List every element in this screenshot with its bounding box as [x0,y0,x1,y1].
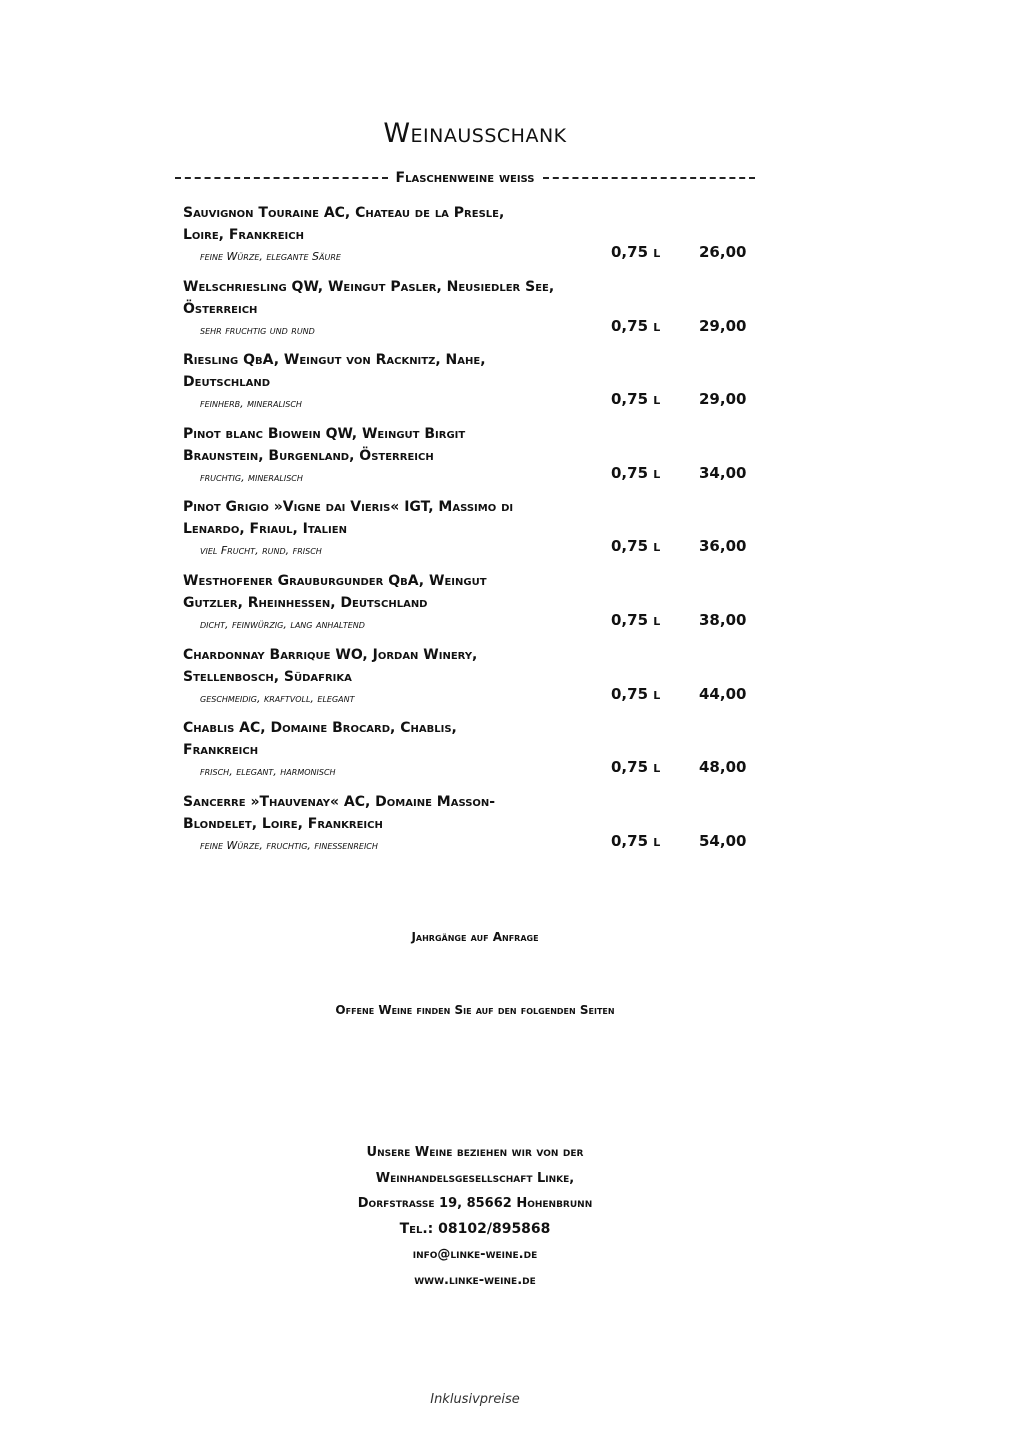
wine-name-line: Welschriesling QW, Weingut Pasler, Neusiedler See, [183,278,555,295]
wine-name [183,715,583,761]
wine-item [183,642,753,716]
wine-name-line: Gutzler, Rheinhessen, Deutschland [183,594,428,611]
wine-description: feinherb, mineralisch [200,397,302,411]
wine-name [183,494,583,540]
wine-name-line: Sancerre »Thauvenay« AC, Domaine Masson- [183,793,496,810]
wine-price: 36,00 [699,537,747,556]
supplier-intro-line: Unsere Weine beziehen wir von der [366,1145,584,1160]
wine-name [183,568,583,614]
wine-name [183,642,583,688]
wine-volume: 0,75 l [611,831,661,850]
supplier-address: Dorfstrasse 19, 85662 Hohenbrunn [357,1196,593,1211]
wine-item [183,568,753,642]
section-header [175,170,755,186]
wine-description: feine Würze, fruchtig, finessenreich [200,838,378,852]
wine-volume: 0,75 l [611,758,661,777]
wine-name-line: Pinot Grigio »Vigne dai Vieris« IGT, Massimo di [183,499,514,516]
wine-volume: 0,75 l [611,537,661,556]
wine-name-line: Chablis AC, Domaine Brocard, Chablis, [183,720,457,737]
wine-volume: 0,75 l [611,684,661,703]
wine-description: viel Frucht, rund, frisch [200,544,322,558]
wine-name-line: Blondelet, Loire, Frankreich [183,815,383,832]
wine-price: 38,00 [699,610,747,629]
wine-price: 48,00 [699,758,747,777]
wine-name [183,274,583,320]
supplier-email: info@linke-weine.de [412,1247,538,1262]
wine-volume: 0,75 l [611,463,661,482]
wine-name-line: Frankreich [183,742,259,759]
wine-name-line: Loire, Frankreich [183,227,304,243]
wine-item [183,200,753,274]
wine-name-line: Riesling QbA, Weingut von Racknitz, Nahe, [183,352,486,369]
supplier-info [0,1140,950,1293]
wine-name-line: Pinot blanc Biowein QW, Weingut Birgit [183,425,466,442]
wine-volume: 0,75 l [611,390,661,409]
wine-name [183,347,583,393]
wine-description: feine Würze, elegante Säure [200,250,341,263]
dashed-divider-left [175,177,388,179]
wine-description: geschmeidig, kraftvoll, elegant [200,691,355,705]
wine-name-line: Westhofener Grauburgunder QbA, Weingut [183,572,487,589]
vintage-note: Jahrgänge auf Anfrage [411,930,539,944]
wine-name-line: Chardonnay Barrique WO, Jordan Winery, [183,646,478,663]
section-title: Flaschenweine weiss [395,170,535,186]
supplier-website: www.linke-weine.de [414,1272,536,1288]
dashed-divider-right [543,177,756,179]
wine-price: 34,00 [699,463,747,482]
page-title: Weinausschank [383,118,567,150]
wine-item [183,494,753,568]
wine-item [183,789,753,863]
wine-name-line: Stellenbosch, Südafrika [183,668,352,685]
footer-note: Inklusivpreise [430,1392,520,1407]
wine-description: frisch, elegant, harmonisch [200,765,336,779]
wine-price: 29,00 [699,316,747,335]
wine-description: fruchtig, mineralisch [200,470,303,484]
open-wines-note: Offene Weine finden Sie auf den folgenden Seiten [335,1003,615,1017]
wine-list [183,200,753,862]
wine-name [183,200,583,246]
wine-price: 44,00 [699,684,747,703]
wine-name-line: Österreich [183,300,258,317]
supplier-name: Weinhandelsgesellschaft Linke, [375,1170,575,1186]
wine-price: 54,00 [699,831,747,850]
supplier-phone: Tel.: 08102/895868 [399,1220,551,1237]
wine-price: 29,00 [699,390,747,409]
wine-item [183,274,753,348]
wine-volume: 0,75 l [611,610,661,629]
wine-item [183,347,753,421]
wine-name-line: Braunstein, Burgenland, Österreich [183,447,434,464]
wine-volume: 0,75 l [611,243,661,261]
wine-name-line: Sauvignon Touraine AC, Chateau de la Presle, [183,205,505,221]
wine-name-line: Lenardo, Friaul, Italien [183,521,347,538]
wine-volume: 0,75 l [611,316,661,335]
wine-description: dicht, feinwürzig, lang anhaltend [200,617,365,631]
wine-name-line: Deutschland [183,374,271,391]
wine-name [183,789,583,835]
wine-description: sehr fruchtig und rund [200,323,315,337]
wine-name [183,421,583,467]
wine-item [183,421,753,495]
wine-item [183,715,753,789]
wine-price: 26,00 [699,243,747,261]
